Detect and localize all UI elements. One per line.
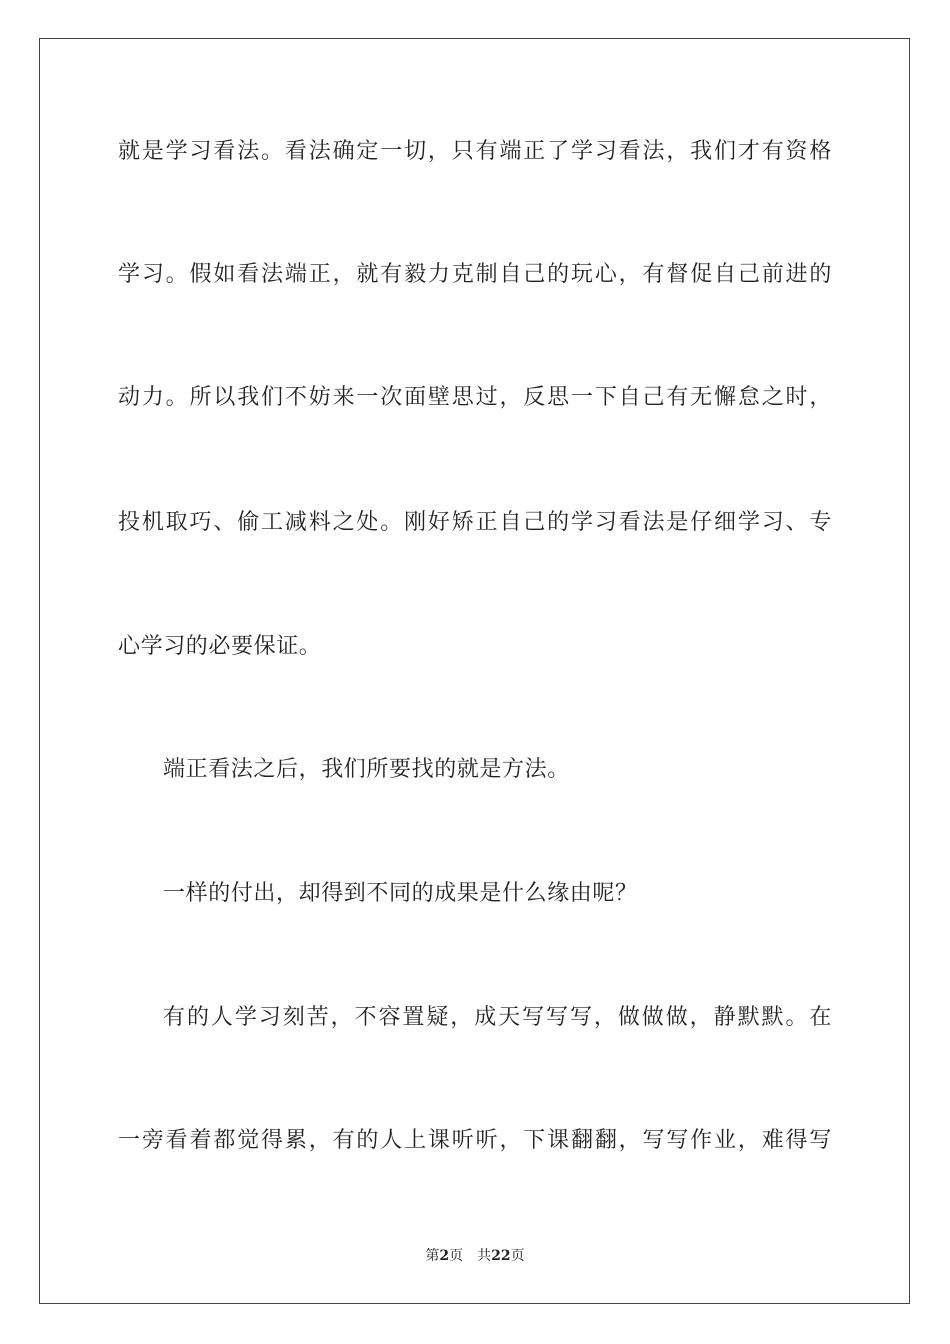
paragraph-line-4: 投机取巧、偷工减料之处。刚好矫正自己的学习看法是仔细学习、专	[118, 510, 832, 535]
paragraph-line-7: 一样的付出，却得到不同的成果是什么缘由呢？	[163, 881, 638, 906]
page-prefix: 第	[425, 1248, 440, 1264]
total-pages: 22	[491, 1248, 511, 1264]
page-footer	[0, 1247, 950, 1265]
paragraph-line-2: 学习。假如看法端正，就有毅力克制自己的玩心，有督促自己前进的	[118, 262, 832, 287]
page-suffix: 页	[449, 1248, 464, 1264]
paragraph-line-3: 动力。所以我们不妨来一次面壁思过，反思一下自己有无懈怠之时，	[118, 385, 832, 410]
paragraph-line-9: 一旁看着都觉得累，有的人上课听听，下课翻翻，写写作业，难得写	[118, 1128, 832, 1153]
paragraph-line-1: 就是学习看法。看法确定一切，只有端正了学习看法，我们才有资格	[118, 139, 832, 164]
paragraph-line-8: 有的人学习刻苦，不容置疑，成天写写写，做做做，静默默。在	[163, 1005, 832, 1030]
total-suffix: 页	[510, 1248, 525, 1264]
page-number: 2	[439, 1248, 450, 1264]
total-prefix: 共	[477, 1248, 492, 1264]
paragraph-line-6: 端正看法之后，我们所要找的就是方法。	[163, 757, 570, 782]
paragraph-line-5: 心学习的必要保证。	[118, 634, 322, 659]
page-border	[39, 38, 910, 1304]
